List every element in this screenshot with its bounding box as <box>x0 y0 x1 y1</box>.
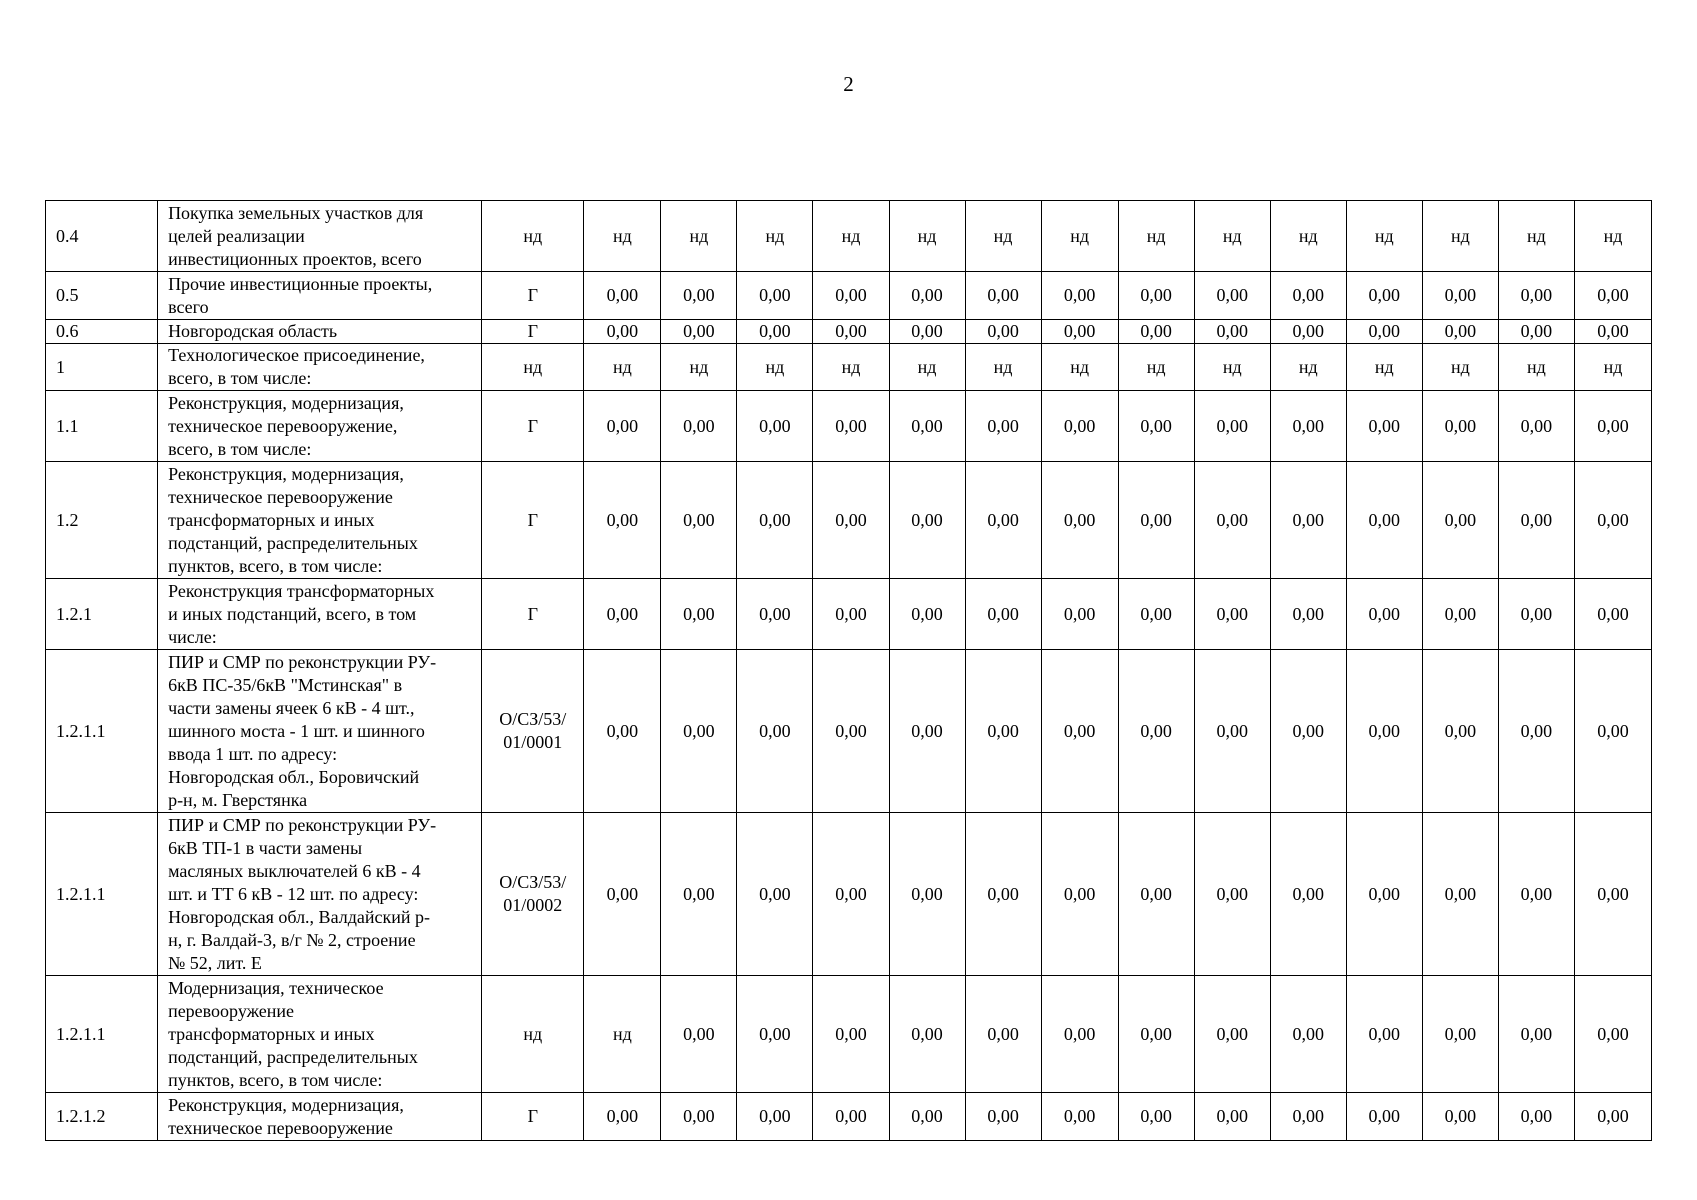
value-cell: 0,00 <box>1118 462 1194 579</box>
value-cell: 0,00 <box>1574 391 1651 462</box>
row-code: нд <box>482 201 584 272</box>
value-cell: 0,00 <box>1270 462 1346 579</box>
row-number: 1.2.1.1 <box>46 650 158 813</box>
value-cell: 0,00 <box>584 391 661 462</box>
value-cell: 0,00 <box>1041 579 1118 650</box>
value-cell: 0,00 <box>965 1093 1041 1141</box>
value-cell: 0,00 <box>889 650 965 813</box>
value-cell: нд <box>1041 201 1118 272</box>
value-cell: 0,00 <box>1194 462 1270 579</box>
value-cell: нд <box>1346 344 1422 391</box>
value-cell: 0,00 <box>1270 976 1346 1093</box>
value-cell: 0,00 <box>737 272 813 320</box>
value-cell: 0,00 <box>813 579 889 650</box>
row-name: Реконструкция, модернизация, техническое перевооружение <box>158 1093 482 1141</box>
value-cell: 0,00 <box>737 462 813 579</box>
value-cell: нд <box>965 201 1041 272</box>
value-cell: 0,00 <box>661 272 737 320</box>
value-cell: нд <box>813 344 889 391</box>
value-cell: нд <box>965 344 1041 391</box>
table-row <box>46 320 1652 344</box>
value-cell: 0,00 <box>813 1093 889 1141</box>
value-cell: 0,00 <box>1270 813 1346 976</box>
value-cell: 0,00 <box>1346 391 1422 462</box>
value-cell: 0,00 <box>1574 320 1651 344</box>
value-cell: 0,00 <box>1270 579 1346 650</box>
value-cell: 0,00 <box>1041 1093 1118 1141</box>
value-cell: 0,00 <box>1194 1093 1270 1141</box>
value-cell: 0,00 <box>584 462 661 579</box>
value-cell: 0,00 <box>737 391 813 462</box>
value-cell: 0,00 <box>1574 579 1651 650</box>
value-cell: 0,00 <box>737 579 813 650</box>
value-cell: 0,00 <box>737 976 813 1093</box>
table-row <box>46 272 1652 320</box>
value-cell: 0,00 <box>813 320 889 344</box>
table-row <box>46 344 1652 391</box>
value-cell: 0,00 <box>1041 650 1118 813</box>
row-code: нд <box>482 976 584 1093</box>
value-cell: 0,00 <box>1574 813 1651 976</box>
value-cell: 0,00 <box>1194 976 1270 1093</box>
table-row <box>46 462 1652 579</box>
value-cell: 0,00 <box>965 391 1041 462</box>
value-cell: 0,00 <box>1194 272 1270 320</box>
value-cell: 0,00 <box>1118 976 1194 1093</box>
row-number: 1.2.1.2 <box>46 1093 158 1141</box>
value-cell: 0,00 <box>661 976 737 1093</box>
value-cell: 0,00 <box>965 320 1041 344</box>
value-cell: нд <box>737 201 813 272</box>
value-cell: 0,00 <box>1498 462 1574 579</box>
value-cell: нд <box>1498 344 1574 391</box>
value-cell: 0,00 <box>1346 650 1422 813</box>
value-cell: 0,00 <box>661 1093 737 1141</box>
value-cell: 0,00 <box>1346 1093 1422 1141</box>
value-cell: 0,00 <box>889 320 965 344</box>
value-cell: 0,00 <box>584 650 661 813</box>
value-cell: 0,00 <box>889 976 965 1093</box>
value-cell: 0,00 <box>1346 976 1422 1093</box>
value-cell: 0,00 <box>1118 1093 1194 1141</box>
row-number: 1.2.1.1 <box>46 813 158 976</box>
value-cell: 0,00 <box>737 650 813 813</box>
value-cell: 0,00 <box>1498 813 1574 976</box>
table-row <box>46 579 1652 650</box>
value-cell: нд <box>661 344 737 391</box>
row-number: 0.4 <box>46 201 158 272</box>
value-cell: 0,00 <box>1194 579 1270 650</box>
table-row <box>46 391 1652 462</box>
row-number: 0.5 <box>46 272 158 320</box>
value-cell: нд <box>1574 201 1651 272</box>
row-code: нд <box>482 344 584 391</box>
value-cell: нд <box>1498 201 1574 272</box>
row-name: Реконструкция трансформаторных и иных подстанций, всего, в том числе: <box>158 579 482 650</box>
row-name: Модернизация, техническое перевооружение трансформаторных и иных подстанций, распределительных пунктов, всего, в том числе: <box>158 976 482 1093</box>
value-cell: нд <box>1041 344 1118 391</box>
value-cell: 0,00 <box>1041 462 1118 579</box>
value-cell: нд <box>661 201 737 272</box>
row-code: О/СЗ/53/ 01/0002 <box>482 813 584 976</box>
value-cell: 0,00 <box>965 813 1041 976</box>
page-number: 2 <box>843 72 854 96</box>
investment-table <box>45 200 1652 1141</box>
row-name: Новгородская область <box>158 320 482 344</box>
row-number: 1 <box>46 344 158 391</box>
value-cell: нд <box>584 344 661 391</box>
row-number: 1.1 <box>46 391 158 462</box>
value-cell: 0,00 <box>737 1093 813 1141</box>
value-cell: 0,00 <box>1498 579 1574 650</box>
value-cell: 0,00 <box>1194 813 1270 976</box>
value-cell: 0,00 <box>813 813 889 976</box>
value-cell: 0,00 <box>1422 976 1498 1093</box>
value-cell: 0,00 <box>1346 813 1422 976</box>
value-cell: 0,00 <box>1041 976 1118 1093</box>
value-cell: 0,00 <box>813 272 889 320</box>
value-cell: 0,00 <box>737 813 813 976</box>
value-cell: 0,00 <box>1422 320 1498 344</box>
value-cell: 0,00 <box>1574 976 1651 1093</box>
value-cell: нд <box>889 344 965 391</box>
value-cell: 0,00 <box>965 976 1041 1093</box>
value-cell: 0,00 <box>813 462 889 579</box>
row-name: Покупка земельных участков для целей реализации инвестиционных проектов, всего <box>158 201 482 272</box>
value-cell: 0,00 <box>1422 272 1498 320</box>
value-cell: 0,00 <box>661 650 737 813</box>
value-cell: нд <box>1118 344 1194 391</box>
value-cell: нд <box>1270 344 1346 391</box>
value-cell: нд <box>1118 201 1194 272</box>
value-cell: 0,00 <box>737 320 813 344</box>
value-cell: 0,00 <box>584 320 661 344</box>
row-code: Г <box>482 579 584 650</box>
row-number: 1.2.1.1 <box>46 976 158 1093</box>
value-cell: 0,00 <box>1574 650 1651 813</box>
value-cell: 0,00 <box>1574 1093 1651 1141</box>
value-cell: нд <box>1194 344 1270 391</box>
row-name: ПИР и СМР по реконструкции РУ- 6кВ ПС-35/6кВ "Мстинская" в части замены ячеек 6 кВ - 4 шт., шинного моста - 1 шт. и шинного ввода 1 шт. по адресу: Новгородская обл., Боровичский р-н, м. Гверстянка <box>158 650 482 813</box>
value-cell: нд <box>1422 344 1498 391</box>
value-cell: 0,00 <box>1346 579 1422 650</box>
value-cell: 0,00 <box>661 391 737 462</box>
row-name: ПИР и СМР по реконструкции РУ- 6кВ ТП-1 в части замены масляных выключателей 6 кВ - 4 шт. и ТТ 6 кВ - 12 шт. по адресу: Новгородская обл., Валдайский р- н, г. Валдай-3, в/г № 2, строение № 52, лит. Е <box>158 813 482 976</box>
row-name: Технологическое присоединение, всего, в том числе: <box>158 344 482 391</box>
value-cell: 0,00 <box>813 976 889 1093</box>
value-cell: 0,00 <box>1498 320 1574 344</box>
value-cell: 0,00 <box>1118 579 1194 650</box>
value-cell: 0,00 <box>661 320 737 344</box>
value-cell: 0,00 <box>1270 272 1346 320</box>
row-number: 1.2 <box>46 462 158 579</box>
value-cell: 0,00 <box>661 579 737 650</box>
value-cell: нд <box>1270 201 1346 272</box>
row-name: Реконструкция, модернизация, техническое перевооружение трансформаторных и иных подстанций, распределительных пунктов, всего, в том числе: <box>158 462 482 579</box>
value-cell: 0,00 <box>584 272 661 320</box>
value-cell: 0,00 <box>1498 1093 1574 1141</box>
value-cell: нд <box>1194 201 1270 272</box>
value-cell: 0,00 <box>889 579 965 650</box>
value-cell: 0,00 <box>889 1093 965 1141</box>
row-code: О/СЗ/53/ 01/0001 <box>482 650 584 813</box>
value-cell: 0,00 <box>1270 391 1346 462</box>
value-cell: 0,00 <box>965 462 1041 579</box>
value-cell: 0,00 <box>584 1093 661 1141</box>
table-row <box>46 813 1652 976</box>
value-cell: 0,00 <box>813 391 889 462</box>
value-cell: нд <box>1574 344 1651 391</box>
value-cell: 0,00 <box>661 462 737 579</box>
value-cell: 0,00 <box>1498 650 1574 813</box>
table-row <box>46 1093 1652 1141</box>
row-code: Г <box>482 320 584 344</box>
value-cell: 0,00 <box>1118 813 1194 976</box>
value-cell: 0,00 <box>1041 813 1118 976</box>
row-name: Прочие инвестиционные проекты, всего <box>158 272 482 320</box>
row-name: Реконструкция, модернизация, техническое перевооружение, всего, в том числе: <box>158 391 482 462</box>
value-cell: 0,00 <box>1422 650 1498 813</box>
value-cell: 0,00 <box>1422 813 1498 976</box>
value-cell: 0,00 <box>1041 391 1118 462</box>
value-cell: 0,00 <box>1498 391 1574 462</box>
value-cell: 0,00 <box>1270 320 1346 344</box>
value-cell: нд <box>584 976 661 1093</box>
row-number: 0.6 <box>46 320 158 344</box>
value-cell: 0,00 <box>1346 462 1422 579</box>
value-cell: 0,00 <box>1270 1093 1346 1141</box>
value-cell: 0,00 <box>1118 650 1194 813</box>
table-row <box>46 650 1652 813</box>
value-cell: 0,00 <box>1498 976 1574 1093</box>
value-cell: 0,00 <box>965 650 1041 813</box>
value-cell: 0,00 <box>1422 579 1498 650</box>
value-cell: нд <box>1422 201 1498 272</box>
value-cell: 0,00 <box>1574 462 1651 579</box>
value-cell: 0,00 <box>889 462 965 579</box>
table-row <box>46 201 1652 272</box>
value-cell: 0,00 <box>1118 320 1194 344</box>
value-cell: 0,00 <box>889 272 965 320</box>
value-cell: 0,00 <box>1194 320 1270 344</box>
value-cell: 0,00 <box>1574 272 1651 320</box>
row-code: Г <box>482 272 584 320</box>
value-cell: нд <box>1346 201 1422 272</box>
value-cell: 0,00 <box>1041 320 1118 344</box>
value-cell: 0,00 <box>584 813 661 976</box>
value-cell: 0,00 <box>1194 391 1270 462</box>
value-cell: 0,00 <box>1422 1093 1498 1141</box>
value-cell: 0,00 <box>1118 391 1194 462</box>
row-code: Г <box>482 1093 584 1141</box>
table-body <box>46 201 1652 1141</box>
value-cell: 0,00 <box>1422 462 1498 579</box>
value-cell: 0,00 <box>813 650 889 813</box>
value-cell: 0,00 <box>584 579 661 650</box>
value-cell: 0,00 <box>1194 650 1270 813</box>
row-code: Г <box>482 391 584 462</box>
value-cell: 0,00 <box>1346 320 1422 344</box>
value-cell: нд <box>889 201 965 272</box>
value-cell: 0,00 <box>1498 272 1574 320</box>
row-code: Г <box>482 462 584 579</box>
value-cell: 0,00 <box>965 579 1041 650</box>
value-cell: 0,00 <box>1041 272 1118 320</box>
value-cell: 0,00 <box>1270 650 1346 813</box>
row-number: 1.2.1 <box>46 579 158 650</box>
value-cell: 0,00 <box>1422 391 1498 462</box>
value-cell: 0,00 <box>965 272 1041 320</box>
value-cell: 0,00 <box>1118 272 1194 320</box>
value-cell: нд <box>813 201 889 272</box>
value-cell: 0,00 <box>1346 272 1422 320</box>
value-cell: нд <box>584 201 661 272</box>
value-cell: 0,00 <box>889 391 965 462</box>
value-cell: 0,00 <box>661 813 737 976</box>
value-cell: нд <box>737 344 813 391</box>
value-cell: 0,00 <box>889 813 965 976</box>
table-row <box>46 976 1652 1093</box>
